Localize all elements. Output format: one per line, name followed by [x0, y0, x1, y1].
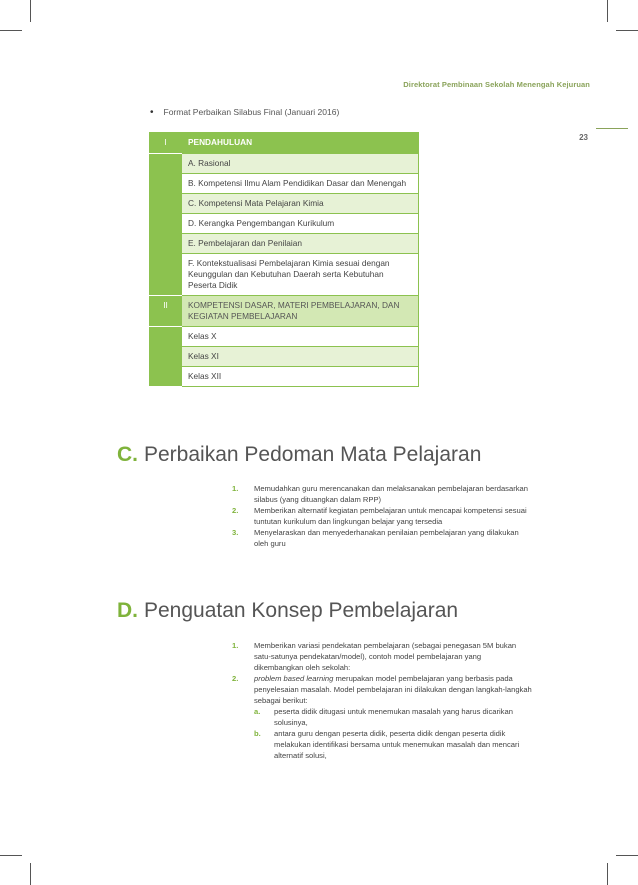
intro-bullet	[150, 107, 339, 118]
crop-mark	[616, 30, 638, 31]
list-number: 2.	[232, 674, 239, 683]
sub-list-item	[254, 706, 532, 728]
list-text-rest: merupakan model pembelajaran yang berbasis pada penyelesaian masalah. Model pembelajaran ini dilakukan dengan langkah-langkah sebagai berikut:	[254, 674, 532, 705]
section-number: I	[149, 132, 182, 154]
crop-mark	[30, 0, 31, 22]
section-title: KOMPETENSI DASAR, MATERI PEMBELAJARAN, DAN KEGIATAN PEMBELAJARAN	[182, 296, 419, 327]
list-item	[232, 483, 532, 505]
table-row: Kelas XII	[182, 367, 419, 387]
list-text: Memberikan alternatif kegiatan pembelajaran untuk mencapai kompetensi sesuai tuntutan kurikulum dan lingkungan belajar yang tersedia	[254, 506, 527, 526]
sub-list-item	[254, 728, 532, 761]
list-item	[232, 527, 532, 549]
section-c-title: Perbaikan Pedoman Mata Pelajaran	[144, 443, 482, 466]
list-item	[232, 505, 532, 527]
sub-list	[254, 706, 532, 761]
list-item	[232, 640, 532, 673]
list-text: antara guru dengan peserta didik, peserta didik dengan peserta didik melakukan identifikasi bersama untuk menemukan masalah dan mencari alternatif solusi,	[274, 729, 520, 760]
crop-mark	[30, 863, 31, 885]
crop-mark	[607, 863, 608, 885]
page-number-rule	[596, 128, 628, 129]
section-d-heading	[117, 599, 458, 623]
section-d-letter: D.	[117, 599, 138, 622]
list-number: 3.	[232, 528, 239, 537]
section-d-list	[232, 640, 532, 761]
list-number: 1.	[232, 641, 239, 650]
table-row: D. Kerangka Pengembangan Kurikulum	[182, 214, 419, 234]
table-row: F. Kontekstualisasi Pembelajaran Kimia sesuai dengan Keunggulan dan Kebutuhan Daerah serta Kebutuhan Peserta Didik	[182, 254, 419, 296]
running-header: Direktorat Pembinaan Sekolah Menengah Kejuruan	[403, 80, 590, 89]
page-number: 23	[579, 133, 588, 142]
section-c-list	[232, 483, 532, 549]
crop-mark	[0, 30, 22, 31]
table-row: A. Rasional	[182, 154, 419, 174]
list-number: 2.	[232, 506, 239, 515]
list-number: a.	[254, 707, 261, 716]
section-c-heading	[117, 443, 481, 467]
bullet-dot: •	[150, 107, 154, 118]
emphasis-term: problem based learning	[254, 674, 334, 683]
section-title: PENDAHULUAN	[182, 132, 419, 154]
list-number: 1.	[232, 484, 239, 493]
syllabus-table	[149, 132, 419, 387]
crop-mark	[607, 0, 608, 22]
section-number: II	[149, 296, 182, 327]
section-number-spacer	[149, 154, 182, 296]
list-text: Menyelaraskan dan menyederhanakan penilaian pembelajaran yang dilakukan oleh guru	[254, 528, 519, 548]
table-row: Kelas X	[182, 327, 419, 347]
list-text: peserta didik ditugasi untuk menemukan masalah yang harus dicarikan solusinya,	[274, 707, 513, 727]
table-row: Kelas XI	[182, 347, 419, 367]
section-number-spacer	[149, 327, 182, 387]
list-text: Memberikan variasi pendekatan pembelajaran (sebagai penegasan 5M bukan satu-satunya pendekatan/model), contoh model pembelajaran yang dikembangkan oleh sekolah:	[254, 641, 517, 672]
list-number: b.	[254, 729, 261, 738]
section-c-letter: C.	[117, 443, 138, 466]
crop-mark	[0, 855, 22, 856]
list-text: Memudahkan guru merencanakan dan melaksanakan pembelajaran berdasarkan silabus (yang dituangkan dalam RPP)	[254, 484, 528, 504]
table-row: E. Pembelajaran dan Penilaian	[182, 234, 419, 254]
list-text	[254, 673, 532, 761]
section-d-title: Penguatan Konsep Pembelajaran	[144, 599, 459, 622]
table-row: B. Kompetensi Ilmu Alam Pendidikan Dasar dan Menengah	[182, 174, 419, 194]
intro-bullet-text: Format Perbaikan Silabus Final (Januari 2016)	[163, 107, 340, 117]
crop-mark	[616, 855, 638, 856]
list-item	[232, 673, 532, 761]
table-row: C. Kompetensi Mata Pelajaran Kimia	[182, 194, 419, 214]
